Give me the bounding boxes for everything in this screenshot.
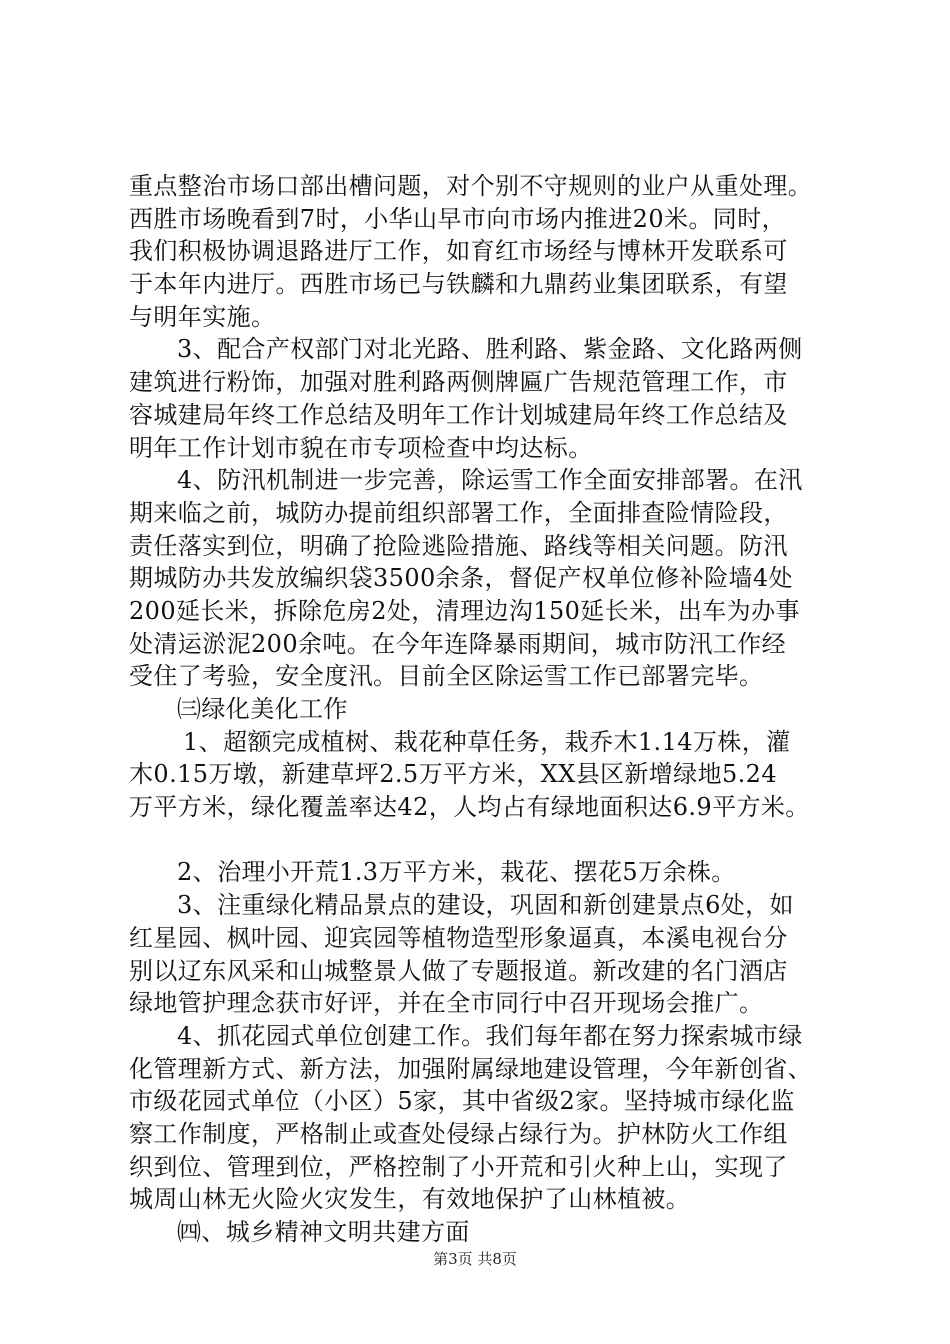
paragraph-line: 期来临之前，城防办提前组织部署工作，全面排查险情险段， bbox=[129, 498, 788, 527]
paragraph bbox=[129, 333, 849, 464]
paragraph-line: 织到位、管理到位，严格控制了小开荒和引火种上山，实现了 bbox=[129, 1152, 788, 1181]
paragraph-line: 期城防办共发放编织袋3500余条，督促产权单位修补险墙4处 bbox=[129, 564, 793, 593]
paragraph-line: ㈢绿化美化工作 bbox=[177, 695, 348, 723]
paragraph-line: 西胜市场晚看到7时，小华山早市向市场内推进20米。同时， bbox=[129, 204, 787, 233]
paragraph-line: 处清运淤泥200余吨。在今年连降暴雨期间，城市防汛工作经 bbox=[129, 629, 787, 658]
paragraph bbox=[129, 824, 849, 857]
paragraph-line: 重点整治市场口部出槽问题，对个别不守规则的业户从重处理。 bbox=[129, 172, 813, 200]
paragraph-line: 3、注重绿化精品景点的建设，巩固和新创建景点6处，如 bbox=[177, 891, 794, 920]
paragraph-line: 与明年实施。 bbox=[129, 302, 276, 331]
paragraph-line: 城周山林无火险火灾发生，有效地保护了山林植被。 bbox=[129, 1185, 691, 1214]
paragraph-line: ㈣、城乡精神文明共建方面 bbox=[177, 1218, 470, 1246]
paragraph bbox=[129, 856, 849, 889]
paragraph bbox=[129, 1216, 849, 1249]
paragraph-line: 责任落实到位，明确了抢险逃险措施、路线等相关问题。防汛 bbox=[129, 531, 788, 560]
paragraph bbox=[129, 170, 849, 333]
paragraph bbox=[129, 693, 849, 726]
paragraph-line: 别以辽东风采和山城整景人做了专题报道。新改建的名门酒店 bbox=[129, 956, 788, 985]
paragraph-line: 1、超额完成植树、栽花种草任务，栽乔木1.14万株，灌 bbox=[183, 727, 791, 756]
paragraph-line: 3、配合产权部门对北光路、胜利路、紫金路、文化路两侧 bbox=[177, 335, 803, 364]
paragraph bbox=[129, 1020, 849, 1216]
paragraph-line: 于本年内进厅。西胜市场已与铁麟和九鼎药业集团联系，有望 bbox=[129, 270, 788, 299]
paragraph-line bbox=[129, 824, 849, 857]
paragraph-line: 建筑进行粉饰，加强对胜利路两侧牌匾广告规范管理工作，市 bbox=[129, 368, 788, 397]
paragraph-line: 容城建局年终工作总结及明年工作计划城建局年终工作总结及 bbox=[129, 400, 788, 429]
paragraph bbox=[129, 726, 849, 824]
paragraph-line: 绿地管护理念获市好评，并在全市同行中召开现场会推广。 bbox=[129, 989, 764, 1018]
paragraph-line: 2、治理小开荒1.3万平方米，栽花、摆花5万余株。 bbox=[177, 858, 736, 887]
paragraph-line: 200延长米，拆除危房2处，清理边沟150延长米，出车为办事 bbox=[129, 596, 800, 625]
paragraph-line: 察工作制度，严格制止或查处侵绿占绿行为。护林防火工作组 bbox=[129, 1119, 788, 1148]
paragraph-line: 市级花园式单位（小区）5家，其中省级2家。坚持城市绿化监 bbox=[129, 1087, 795, 1116]
paragraph-line: 化管理新方式、新方法，加强附属绿地建设管理，今年新创省、 bbox=[129, 1054, 813, 1083]
paragraph-line: 明年工作计划市貌在市专项检查中均达标。 bbox=[129, 433, 593, 462]
paragraph-line: 4、抓花园式单位创建工作。我们每年都在努力探索城市绿 bbox=[177, 1021, 803, 1050]
paragraph-line: 受住了考验，安全度汛。目前全区除运雪工作已部署完毕。 bbox=[129, 662, 764, 691]
paragraph-line: 木0.15万墩，新建草坪2.5万平方米，XX县区新增绿地5.24 bbox=[129, 760, 778, 789]
paragraph bbox=[129, 464, 849, 693]
paragraph bbox=[129, 889, 849, 1020]
document-body bbox=[129, 170, 849, 1249]
paragraph-line: 4、防汛机制进一步完善，除运雪工作全面安排部署。在汛 bbox=[177, 466, 803, 495]
page-footer: 第3页 共8页 bbox=[433, 1250, 517, 1268]
paragraph-line: 万平方米，绿化覆盖率达42，人均占有绿地面积达6.9平方米。 bbox=[129, 793, 810, 822]
paragraph-line: 红星园、枫叶园、迎宾园等植物造型形象逼真，本溪电视台分 bbox=[129, 923, 788, 952]
paragraph-line: 我们积极协调退路进厅工作，如育红市场经与博林开发联系可 bbox=[129, 237, 788, 266]
